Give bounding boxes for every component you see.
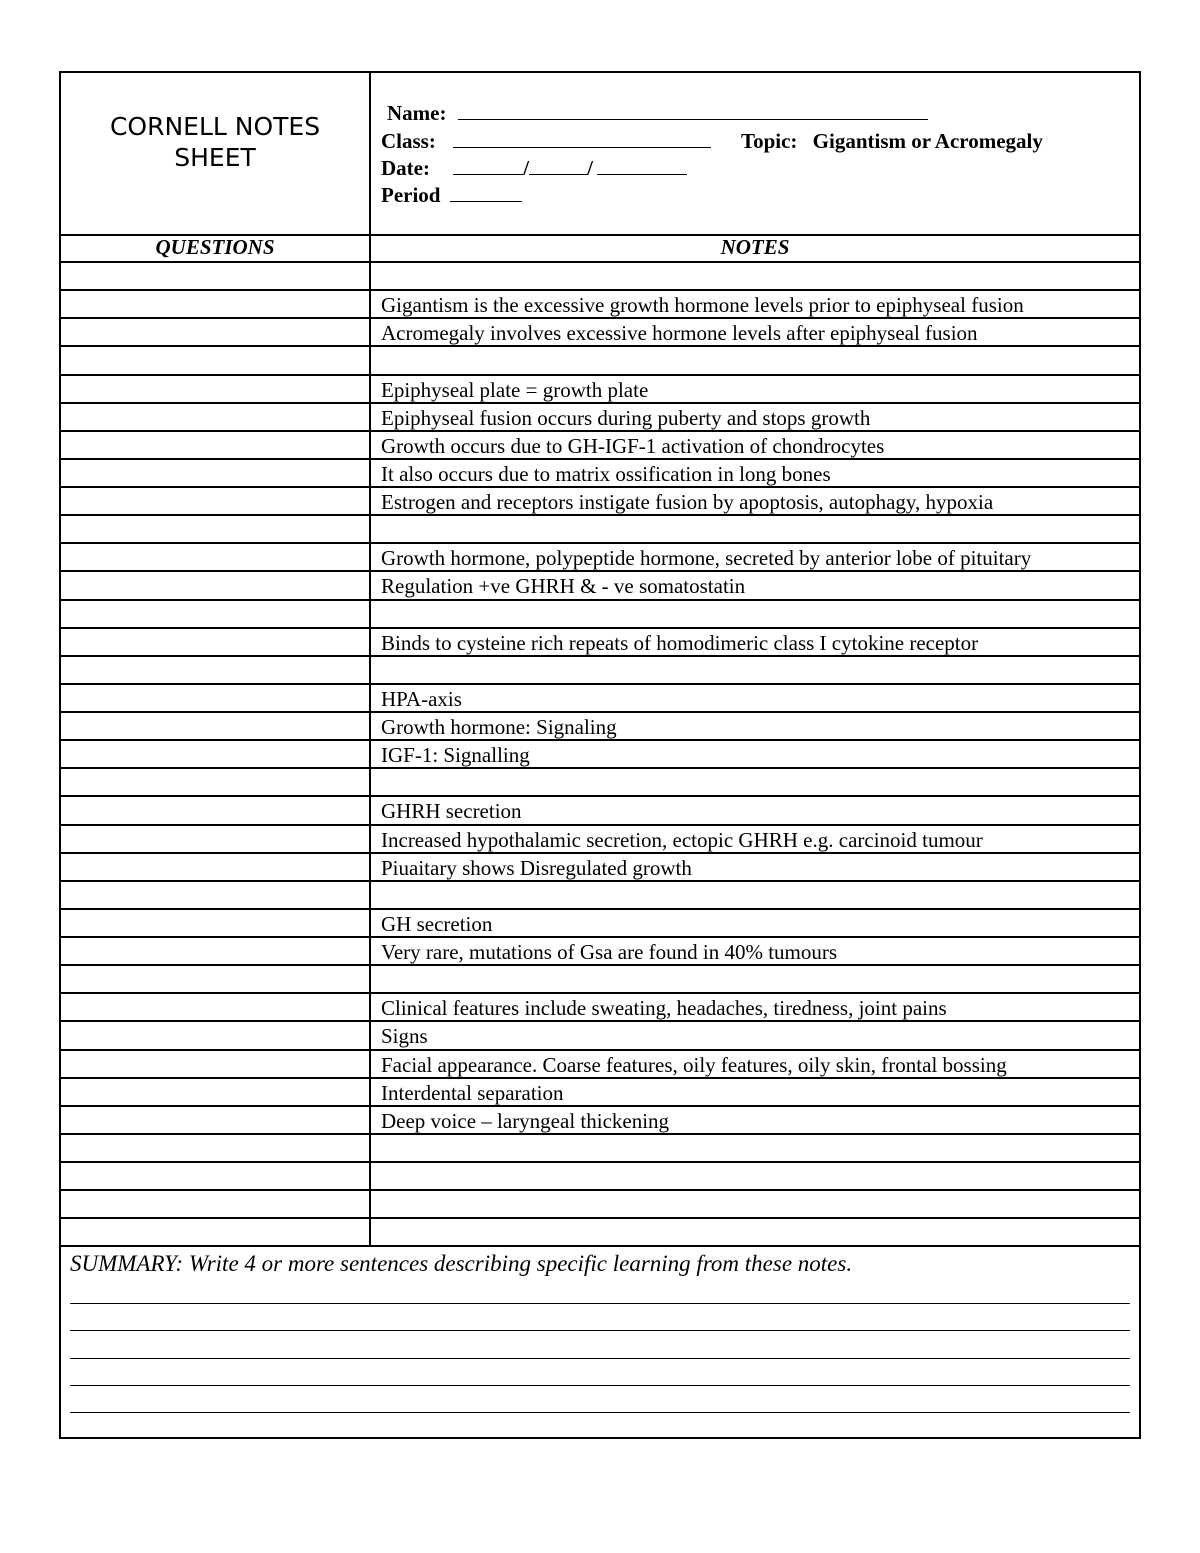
table-row (61, 1022, 1139, 1050)
name-label: Name: (387, 101, 447, 125)
table-row (61, 376, 1139, 404)
question-cell[interactable] (61, 769, 371, 795)
question-cell[interactable] (61, 1022, 371, 1048)
question-cell[interactable] (61, 966, 371, 992)
note-cell[interactable] (381, 516, 1133, 542)
table-row (61, 1107, 1139, 1135)
notes-header: NOTES (720, 235, 790, 259)
table-row (61, 1219, 1139, 1247)
table-row (61, 263, 1139, 291)
note-cell[interactable] (381, 769, 1133, 795)
question-cell[interactable] (61, 854, 371, 880)
question-cell[interactable] (61, 685, 371, 711)
table-row (61, 347, 1139, 375)
table-row (61, 741, 1139, 769)
note-cell[interactable] (381, 601, 1133, 627)
question-cell[interactable] (61, 1135, 371, 1161)
table-row (61, 713, 1139, 741)
table-row (61, 1163, 1139, 1191)
class-row (381, 129, 711, 154)
note-cell[interactable]: Very rare, mutations of Gsa are found in 40% tumours (381, 940, 838, 964)
question-cell[interactable] (61, 376, 371, 402)
sheet-title-line2: SHEET (174, 143, 256, 172)
table-row (61, 544, 1139, 572)
table-row (61, 1135, 1139, 1163)
table-row (61, 516, 1139, 544)
class-label: Class: (381, 129, 436, 153)
note-cell[interactable]: IGF-1: Signalling (381, 743, 530, 768)
table-row (61, 291, 1139, 319)
note-cell[interactable]: Growth hormone: Signaling (381, 715, 617, 739)
summary-prompt: SUMMARY: Write 4 or more sentences describing specific learning from these notes. (70, 1251, 853, 1276)
period-field[interactable] (450, 183, 522, 202)
question-cell[interactable] (61, 319, 371, 345)
topic-value: Gigantism or Acromegaly (812, 129, 1043, 153)
note-cell[interactable]: Clinical features include sweating, headaches, tiredness, joint pains (381, 996, 947, 1021)
notes-table (61, 263, 1139, 1247)
note-cell[interactable] (381, 263, 1133, 289)
question-cell[interactable] (61, 1107, 371, 1133)
note-cell[interactable] (381, 1219, 1133, 1245)
table-row (61, 572, 1139, 600)
question-cell[interactable] (61, 1219, 371, 1245)
note-cell[interactable]: Facial appearance. Coarse features, oily features, oily skin, frontal bossing (381, 1052, 1007, 1077)
question-cell[interactable] (61, 516, 371, 542)
sheet-title (61, 73, 371, 234)
question-cell[interactable] (61, 1051, 371, 1077)
summary-line[interactable] (70, 1385, 1130, 1386)
note-cell[interactable] (381, 347, 1133, 373)
table-row (61, 769, 1139, 797)
table-row (61, 882, 1139, 910)
summary-line[interactable] (70, 1412, 1130, 1413)
sheet-header (61, 73, 1139, 236)
date-separator: / (587, 156, 593, 180)
note-cell[interactable]: GHRH secretion (381, 799, 522, 824)
period-label: Period (381, 183, 441, 207)
table-row (61, 854, 1139, 882)
note-cell[interactable]: Deep voice – laryngeal thickening (381, 1108, 670, 1133)
note-cell[interactable] (381, 1191, 1133, 1217)
table-row (61, 404, 1139, 432)
table-row (61, 657, 1139, 685)
note-cell[interactable]: HPA-axis (381, 686, 462, 711)
note-cell[interactable] (381, 1163, 1133, 1189)
question-cell[interactable] (61, 1079, 371, 1105)
question-cell[interactable] (61, 1191, 371, 1217)
header-fields (371, 73, 1141, 234)
table-row (61, 1191, 1139, 1219)
question-cell[interactable] (61, 291, 371, 317)
date-year-field[interactable] (597, 156, 687, 175)
class-field[interactable] (453, 129, 711, 148)
topic-label: Topic: (741, 129, 798, 153)
table-row (61, 938, 1139, 966)
table-row (61, 629, 1139, 657)
questions-header: QUESTIONS (61, 234, 371, 261)
question-cell[interactable] (61, 404, 371, 430)
note-cell[interactable]: Interdental separation (381, 1080, 564, 1105)
table-row (61, 910, 1139, 938)
question-cell[interactable] (61, 797, 371, 823)
table-row (61, 685, 1139, 713)
table-row (61, 488, 1139, 516)
note-cell[interactable]: Estrogen and receptors instigate fusion by apoptosis, autophagy, hypoxia (381, 490, 994, 514)
note-cell[interactable] (381, 1135, 1133, 1161)
name-row (387, 101, 928, 126)
note-cell[interactable]: Regulation +ve GHRH & - ve somatostatin (381, 574, 746, 599)
question-cell[interactable] (61, 263, 371, 289)
topic-row (741, 129, 1043, 154)
question-cell[interactable] (61, 432, 371, 458)
table-row (61, 319, 1139, 347)
question-cell[interactable] (61, 826, 371, 852)
note-cell[interactable] (381, 657, 1133, 683)
question-cell[interactable] (61, 910, 371, 936)
question-cell[interactable] (61, 544, 371, 570)
table-row (61, 1079, 1139, 1107)
question-cell[interactable] (61, 601, 371, 627)
question-cell[interactable] (61, 629, 371, 655)
question-cell[interactable] (61, 488, 371, 514)
question-cell[interactable] (61, 347, 371, 373)
question-cell[interactable] (61, 1163, 371, 1189)
note-cell[interactable]: Piuaitary shows Disregulated growth (381, 855, 692, 880)
question-cell[interactable] (61, 572, 371, 598)
date-month-field[interactable] (453, 156, 523, 175)
date-label: Date: (381, 156, 430, 180)
note-cell[interactable]: Signs (381, 1024, 428, 1049)
note-cell[interactable] (381, 882, 1133, 908)
note-cell[interactable]: Growth occurs due to GH-IGF-1 activation of chondrocytes (381, 433, 885, 458)
table-row (61, 826, 1139, 854)
date-separator: / (523, 156, 530, 180)
question-cell[interactable] (61, 460, 371, 486)
note-cell[interactable]: It also occurs due to matrix ossification in long bones (381, 461, 831, 486)
cornell-notes-sheet (59, 71, 1141, 1439)
date-day-field[interactable] (529, 156, 587, 175)
note-cell[interactable]: GH secretion (381, 911, 493, 936)
note-cell[interactable]: Binds to cysteine rich repeats of homodimeric class I cytokine receptor (381, 630, 979, 655)
note-cell[interactable]: Gigantism is the excessive growth hormone levels prior to epiphyseal fusion (381, 293, 1024, 318)
question-cell[interactable] (61, 994, 371, 1020)
note-cell[interactable]: Acromegaly involves excessive hormone levels after epiphyseal fusion (381, 321, 978, 346)
table-row (61, 432, 1139, 460)
summary-line[interactable] (70, 1330, 1130, 1331)
table-row (61, 797, 1139, 825)
question-cell[interactable] (61, 713, 371, 739)
table-row (61, 966, 1139, 994)
note-cell[interactable] (381, 966, 1133, 992)
period-row (381, 183, 522, 208)
table-row (61, 1051, 1139, 1079)
sheet-title-line1: CORNELL NOTES (109, 112, 321, 141)
table-row (61, 994, 1139, 1022)
question-cell[interactable] (61, 741, 371, 767)
summary-line[interactable] (70, 1303, 1130, 1304)
question-cell[interactable] (61, 938, 371, 964)
note-cell[interactable]: Growth hormone, polypeptide hormone, secreted by anterior lobe of pituitary (381, 546, 1032, 571)
column-headers (61, 234, 1139, 263)
note-cell[interactable]: Increased hypothalamic secretion, ectopic GHRH e.g. carcinoid tumour (381, 827, 983, 852)
table-row (61, 601, 1139, 629)
note-cell[interactable]: Epiphyseal fusion occurs during puberty and stops growth (381, 405, 871, 430)
question-cell[interactable] (61, 882, 371, 908)
note-cell[interactable]: Epiphyseal plate = growth plate (381, 377, 649, 402)
summary-line[interactable] (70, 1358, 1130, 1359)
date-row (381, 156, 687, 181)
summary-section (61, 1245, 1139, 1439)
table-row (61, 460, 1139, 488)
name-field[interactable] (458, 101, 928, 120)
question-cell[interactable] (61, 657, 371, 683)
